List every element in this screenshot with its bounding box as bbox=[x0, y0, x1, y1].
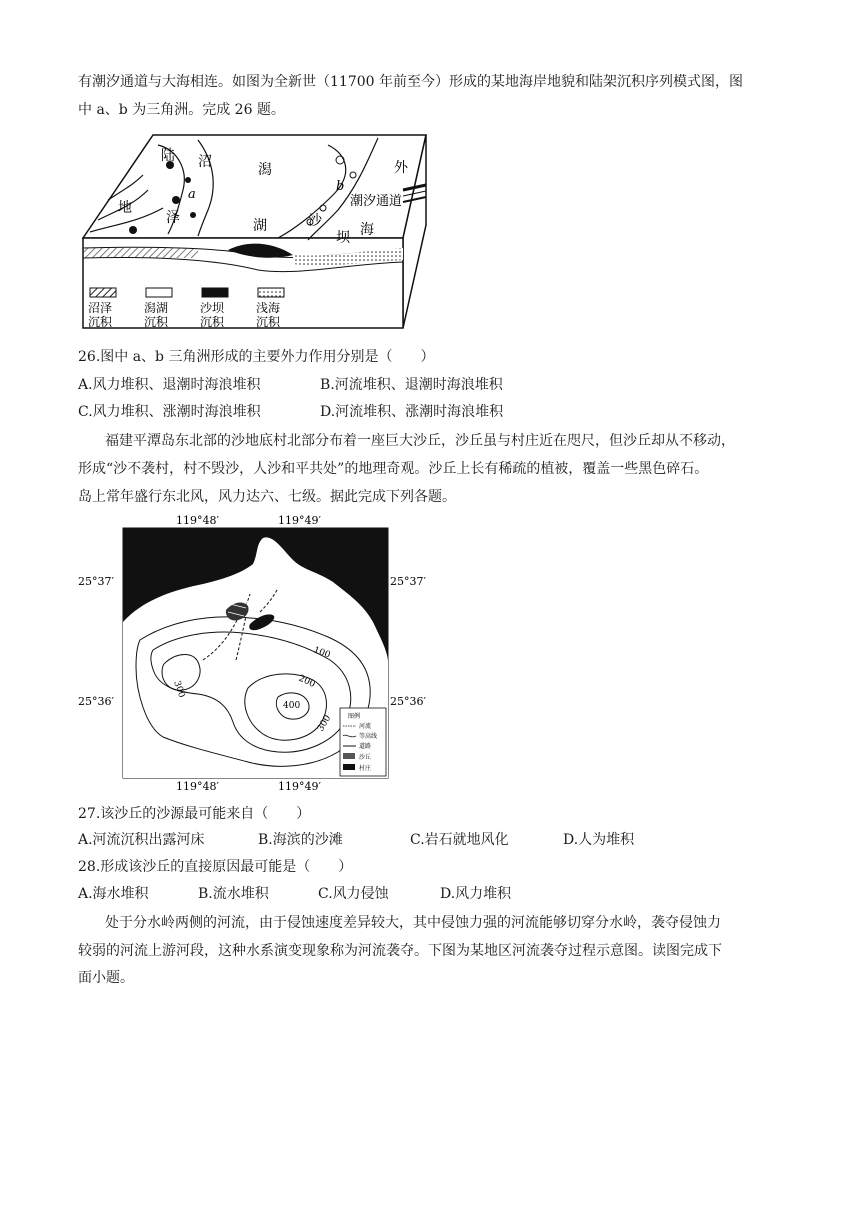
q26-option-b: B.河流堆积、退潮时海浪堆积 bbox=[320, 377, 503, 393]
intro-line-1: 有潮汐通道与大海相连。如图为全新世（11700 年前至今）形成的某地海岸地貌和陆架沉积序列模式图，图 bbox=[78, 74, 743, 90]
q28-option-c: C.风力侵蚀 bbox=[318, 886, 389, 902]
label-zhao: 沼 bbox=[198, 154, 212, 170]
legend-lagoon-2: 沉积 bbox=[144, 315, 169, 329]
intro-line-2: 中 a、b 为三角洲。完成 26 题。 bbox=[78, 102, 285, 118]
contour-label-300-left: 300 bbox=[171, 679, 187, 700]
legend-sandbar-2: 沉积 bbox=[200, 315, 225, 329]
lon-label-top-right: 119°49′ bbox=[278, 514, 321, 527]
passage3-line-1: 处于分水岭两侧的河流，由于侵蚀速度差异较大，其中侵蚀力强的河流能够切穿分水岭，袭夺侵蚀力 bbox=[105, 915, 721, 931]
q28-option-d: D.风力堆积 bbox=[440, 886, 512, 902]
passage2-line-2: 形成“沙不袭村，村不毁沙，人沙和平共处”的地理奇观。沙丘上长有稀疏的植被，覆盖一些黑色碎石。 bbox=[78, 461, 709, 477]
label-tidal-channel: 潮汐通道 bbox=[350, 194, 403, 209]
passage3-line-2: 较弱的河流上游河段，这种水系演变现象称为河流袭夺。下图为某地区河流袭夺过程示意图。读图完成下 bbox=[78, 943, 722, 959]
q26-option-d: D.河流堆积、涨潮时海浪堆积 bbox=[320, 404, 504, 420]
label-xie: 潟 bbox=[258, 162, 272, 178]
label-wai: 外 bbox=[394, 160, 408, 176]
legend-village: 村庄 bbox=[359, 765, 372, 772]
legend-dune: 沙丘 bbox=[359, 754, 372, 761]
contour-label-200: 200 bbox=[296, 673, 317, 690]
pingtan-topographic-map bbox=[78, 512, 438, 794]
label-lu: 陆 bbox=[161, 148, 175, 164]
legend-marsh-2: 沉积 bbox=[88, 315, 113, 329]
figure2-legend bbox=[340, 708, 386, 776]
passage2-line-3: 岛上常年盛行东北风，风力达六、七级。据此完成下列各题。 bbox=[78, 489, 456, 505]
label-ze: 泽 bbox=[166, 210, 180, 226]
lon-label-bottom-left: 119°48′ bbox=[176, 780, 219, 793]
q26-option-c: C.风力堆积、涨潮时海浪堆积 bbox=[78, 404, 261, 420]
legend-shallow-sea-1: 浅海 bbox=[256, 301, 281, 315]
label-ba: 坝 bbox=[336, 230, 350, 246]
legend-river: 河流 bbox=[359, 723, 372, 730]
contour-label-400: 400 bbox=[283, 701, 301, 711]
q27-option-c: C.岩石就地风化 bbox=[410, 832, 509, 848]
legend-title: 图例 bbox=[348, 713, 361, 720]
lat-label-top-right: 25°37′ bbox=[390, 575, 426, 588]
q27-option-a: A.河流沉积出露河床 bbox=[78, 832, 205, 848]
q27-option-d: D.人为堆积 bbox=[563, 832, 635, 848]
lon-label-bottom-right: 119°49′ bbox=[278, 780, 321, 793]
legend-marsh-1: 沼泽 bbox=[88, 301, 113, 315]
label-di: 地 bbox=[118, 200, 132, 216]
legend-contour: 等高线 bbox=[359, 733, 378, 740]
passage2-line-1: 福建平潭岛东北部的沙地底村北部分布着一座巨大沙丘，沙丘虽与村庄近在咫尺，但沙丘却从不移动， bbox=[105, 433, 735, 449]
label-hu: 湖 bbox=[253, 218, 267, 234]
lat-label-top-left: 25°37′ bbox=[78, 575, 114, 588]
legend-lagoon-1: 潟湖 bbox=[144, 301, 169, 315]
q27-option-b: B.海滨的沙滩 bbox=[258, 832, 343, 848]
q28-option-a: A.海水堆积 bbox=[78, 886, 149, 902]
q28-stem: 28.形成该沙丘的直接原因最可能是（ ） bbox=[78, 859, 353, 875]
legend-shallow-sea-2: 沉积 bbox=[256, 315, 281, 329]
q27-stem: 27.该沙丘的沙源最可能来自（ ） bbox=[78, 806, 311, 822]
q26-stem: 26.图中 a、b 三角洲形成的主要外力作用分别是（ ） bbox=[78, 349, 435, 365]
contour-label-300-right: 300 bbox=[315, 713, 334, 734]
q26-option-a: A.风力堆积、退潮时海浪堆积 bbox=[78, 377, 261, 393]
label-a: a bbox=[188, 187, 196, 202]
label-hai: 海 bbox=[360, 222, 374, 238]
passage3-line-3: 面小题。 bbox=[78, 970, 134, 986]
lon-label-top-left: 119°48′ bbox=[176, 514, 219, 527]
q28-option-b: B.流水堆积 bbox=[198, 886, 269, 902]
label-sha: 沙 bbox=[308, 213, 322, 229]
legend-sandbar-1: 沙坝 bbox=[200, 301, 225, 315]
legend-road: 道路 bbox=[359, 743, 372, 750]
lat-label-bottom-left: 25°36′ bbox=[78, 695, 114, 708]
coastal-block-diagram bbox=[78, 130, 428, 330]
lat-label-bottom-right: 25°36′ bbox=[390, 695, 426, 708]
label-b: b bbox=[336, 179, 345, 194]
contour-label-100: 100 bbox=[311, 645, 332, 661]
